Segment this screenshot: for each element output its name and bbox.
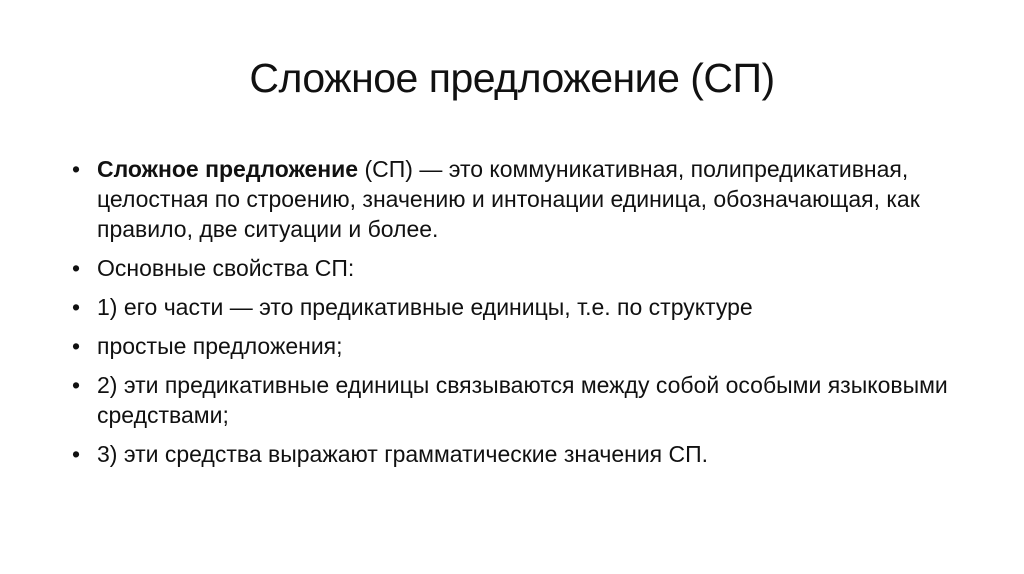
bullet-text: 3) эти средства выражают грамматические значения СП. [97, 441, 709, 467]
bullet-term: Сложное предложение [97, 156, 359, 182]
bullet-icon: • [72, 156, 81, 182]
bullet-icon: • [72, 255, 81, 281]
bullet-item-definition [72, 154, 952, 244]
bullet-text: Основные свойства СП: [97, 255, 355, 281]
bullet-text: 1) его части — это предикативные единицы, т.е. по структуре [97, 294, 753, 320]
bullet-list [72, 154, 952, 478]
bullet-item-simple-sentences [72, 331, 952, 361]
bullet-item-property-2 [72, 370, 952, 430]
bullet-text: простые предложения; [97, 333, 343, 359]
bullet-text: (СП) — это коммуникативная, полипредикативная, целостная по строению, значению и интонации единица, обозначающая, как правило, две ситуации и более. [97, 156, 920, 242]
bullet-item-property-3 [72, 439, 952, 469]
bullet-item-property-1 [72, 292, 952, 322]
slide-title: Сложное предложение (СП) [249, 55, 775, 101]
bullet-item-properties [72, 253, 952, 283]
bullet-icon: • [72, 441, 81, 467]
bullet-text: 2) эти предикативные единицы связываются между собой особыми языковыми средствами; [97, 372, 948, 428]
bullet-icon: • [72, 333, 81, 359]
bullet-icon: • [72, 294, 81, 320]
bullet-icon: • [72, 372, 81, 398]
